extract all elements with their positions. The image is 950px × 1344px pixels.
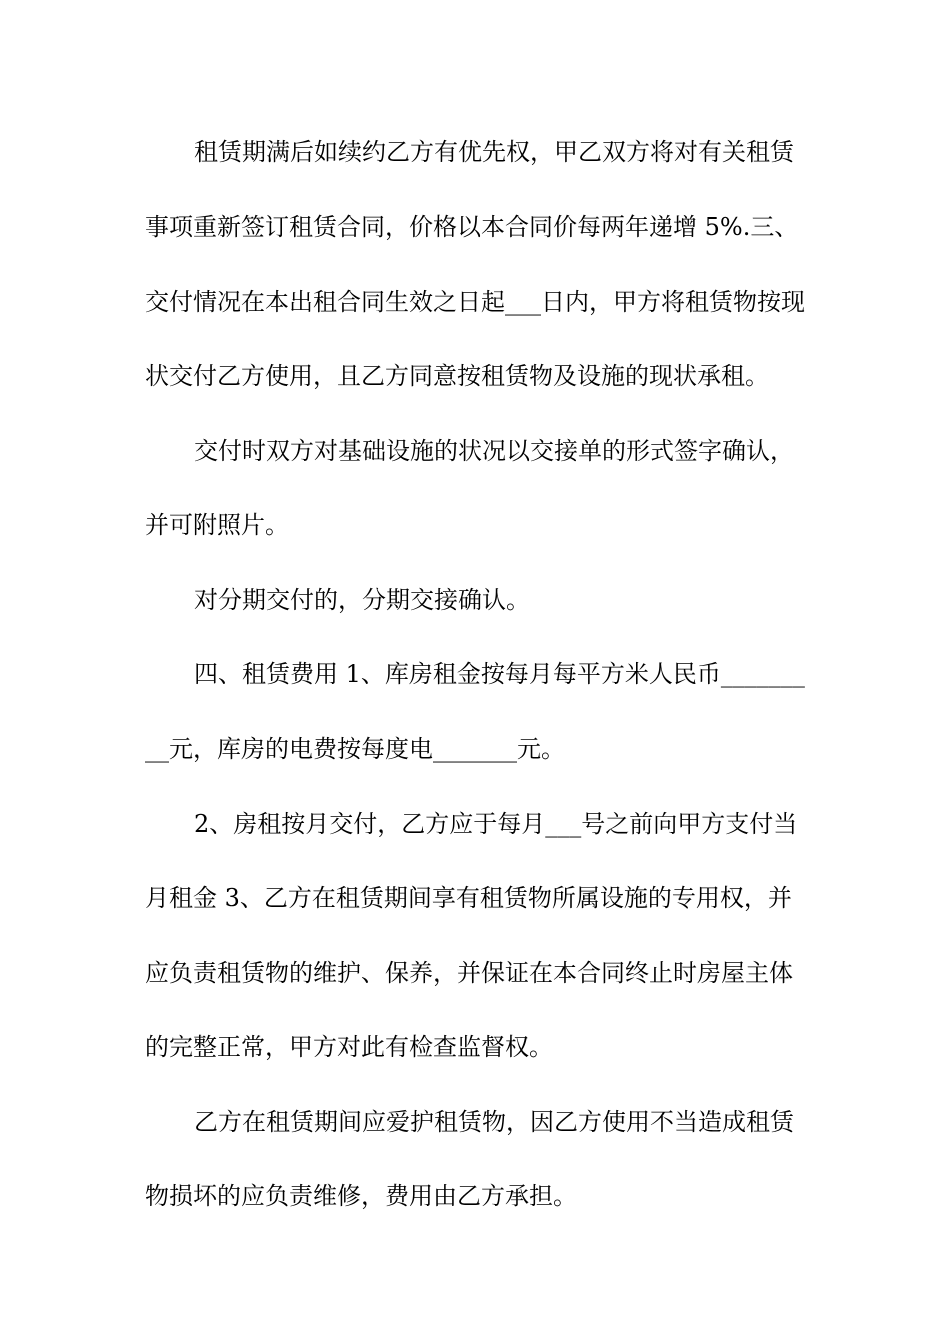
paragraph-3-line-1: 对分期交付的，分期交接确认。	[194, 586, 530, 614]
paragraph-2-line-2: 并可附照片。	[145, 511, 289, 539]
paragraph-5-line-3: 应负责租赁物的维护、保养，并保证在本合同终止时房屋主体	[145, 959, 793, 987]
paragraph-1-line-1: 租赁期满后如续约乙方有优先权，甲乙双方将对有关租赁	[194, 138, 794, 166]
paragraph-5-line-2: 月租金 3、乙方在租赁期间享有租赁物所属设施的专用权，并	[145, 884, 792, 912]
paragraph-5-line-4: 的完整正常，甲方对此有检查监督权。	[145, 1033, 553, 1061]
paragraph-4-line-2: __元，库房的电费按每度电_______元。	[145, 735, 565, 763]
paragraph-1-line-2: 事项重新签订租赁合同，价格以本合同价每两年递增 5%.三、	[145, 213, 799, 241]
paragraph-6-line-2: 物损坏的应负责维修，费用由乙方承担。	[145, 1182, 577, 1210]
paragraph-6-line-1: 乙方在租赁期间应爱护租赁物，因乙方使用不当造成租赁	[194, 1108, 794, 1136]
paragraph-2-line-1: 交付时双方对基础设施的状况以交接单的形式签字确认，	[194, 437, 794, 465]
paragraph-1-line-3: 交付情况在本出租合同生效之日起___日内，甲方将租赁物按现	[145, 288, 805, 316]
paragraph-5-line-1: 2、房租按月交付，乙方应于每月___号之前向甲方支付当	[194, 810, 798, 838]
paragraph-1-line-4: 状交付乙方使用，且乙方同意按租赁物及设施的现状承租。	[145, 362, 769, 390]
paragraph-4-line-1: 四、租赁费用 1、库房租金按每月每平方米人民币_______	[194, 660, 805, 688]
